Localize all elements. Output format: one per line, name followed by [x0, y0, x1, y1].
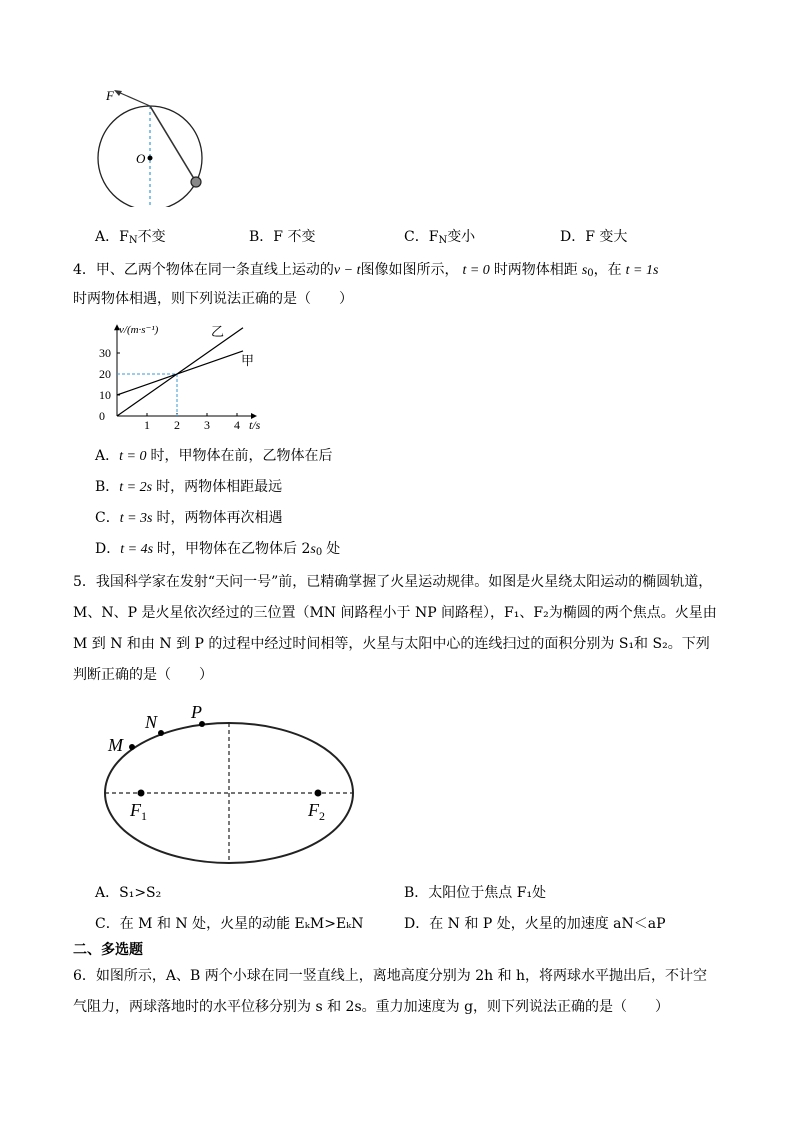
y-tick-label: 20	[99, 367, 111, 381]
force-label: F	[106, 88, 114, 103]
y-tick-label: 10	[99, 388, 111, 402]
q5-ellipse-figure	[100, 698, 360, 866]
point-m	[129, 744, 135, 750]
q4-stem-line2: 时两物体相遇，则下列说法正确的是（ ）	[73, 291, 353, 307]
series-line-1	[117, 328, 243, 416]
x-tick-label: 4	[234, 418, 240, 432]
q4-option-d: D．t = 4s 时，甲物体在乙物体后 $2s_0$ 处	[95, 541, 341, 558]
label-f1: $F_1$	[130, 800, 147, 823]
q5-stem-line3: M 到 N 和由 N 到 P 的过程中经过时间相等，火星与太阳中心的连线扫过的面积分别为 S₁和 S₂。下列	[73, 636, 710, 652]
q4-vt-chart	[95, 318, 270, 436]
q3-option-c: C．$F_N$变小	[404, 229, 476, 246]
label-n: N	[145, 712, 158, 732]
label-f2: $F_2$	[308, 800, 325, 823]
x-axis-label: t/s	[249, 418, 261, 432]
y-axis-label: v/(m·s⁻¹)	[119, 324, 159, 336]
q4-stem-line1: 4．甲、乙两个物体在同一条直线上运动的v − t图像如图所示， t = 0 时两物体相距 $s_0$，在 t = 1s	[73, 262, 659, 279]
label-p: P	[191, 702, 202, 722]
q6-stem-line2: 气阻力，两球落地时的水平位移分别为 s 和 2s。重力加速度为 g，则下列说法正确的是（ ）	[73, 999, 670, 1015]
q5-option-c: C．在 M 和 N 处，火星的动能 EₖM>EₖN	[95, 916, 364, 932]
q3-circle-figure	[88, 82, 218, 207]
q5-option-b: B．太阳位于焦点 F₁处	[404, 885, 547, 901]
q6-stem-line1: 6．如图所示，A、B 两个小球在同一竖直线上，离地高度分别为 2h 和 h，将两球水平抛出后，不计空	[73, 968, 708, 984]
focus-f1	[138, 790, 145, 797]
x-tick-label: 2	[174, 418, 180, 432]
series-line-2	[117, 351, 243, 395]
q4-option-c: C．t = 3s 时，两物体再次相遇	[95, 510, 283, 526]
q3-option-d: D．F 变大	[560, 229, 628, 245]
q3-option-b: B．F 不变	[249, 229, 316, 245]
series-label-1: 乙	[211, 323, 225, 339]
q5-stem-line1: 5．我国科学家在发射“天问一号”前，已精确掌握了火星运动规律。如图是火星绕太阳运动的椭圆轨道，	[73, 574, 713, 590]
q5-stem-line4: 判断正确的是（ ）	[73, 667, 213, 683]
q4-option-b: B．t = 2s 时，两物体相距最远	[95, 479, 283, 495]
q4-option-a: A．t = 0 时，甲物体在前，乙物体在后	[95, 448, 333, 464]
q3-option-a: A．$F_N$不变	[95, 229, 166, 246]
label-m: M	[108, 735, 123, 755]
x-tick-label: 3	[204, 418, 210, 432]
q5-option-d: D．在 N 和 P 处，火星的加速度 aN＜aP	[404, 916, 666, 932]
center-label: O	[136, 151, 146, 166]
series-label-2: 甲	[241, 352, 255, 368]
section-heading-multi-choice: 二、多选题	[73, 942, 143, 958]
y-tick-label: 0	[99, 409, 105, 423]
x-tick-label: 1	[144, 418, 150, 432]
q5-option-a: A．S₁>S₂	[95, 885, 162, 901]
focus-f2	[315, 790, 322, 797]
point-n	[158, 730, 164, 736]
y-tick-label: 30	[99, 346, 111, 360]
q5-stem-line2: M、N、P 是火星依次经过的三位置（MN 间路程小于 NP 间路程），F₁、F₂为椭圆的两个焦点。火星由	[73, 605, 717, 621]
